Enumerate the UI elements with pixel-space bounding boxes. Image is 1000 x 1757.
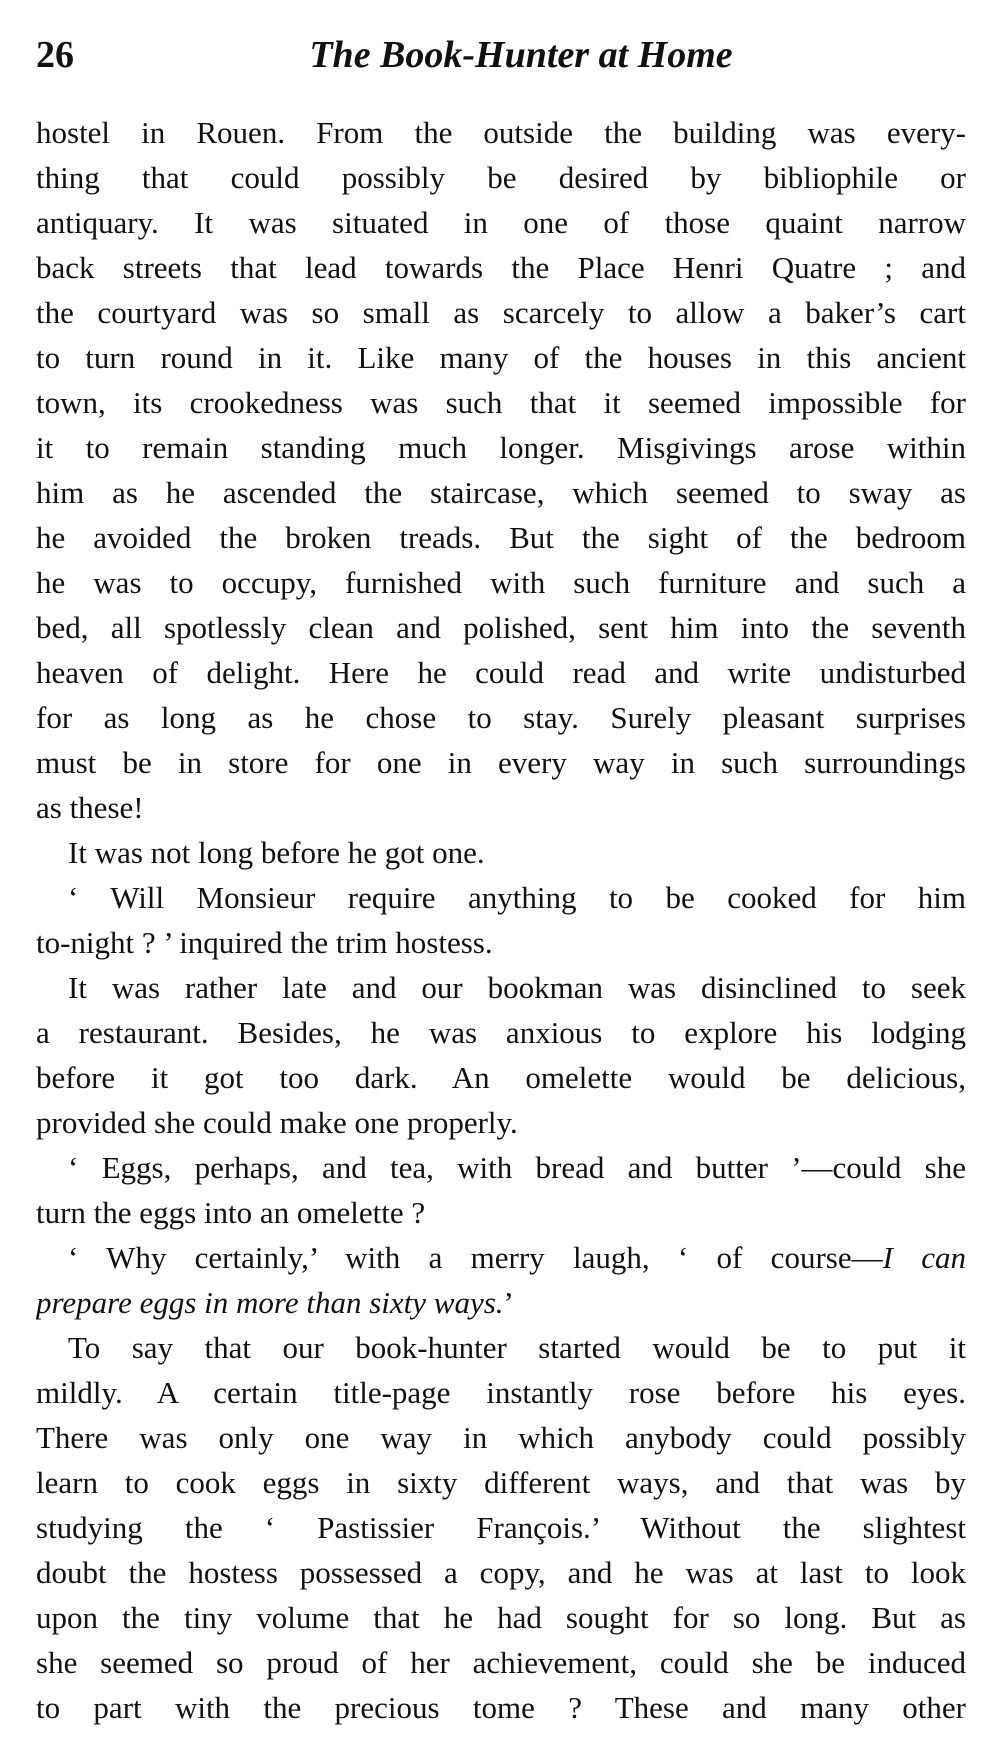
text-line: It was not long before he got one. [68,835,485,870]
text-line: studying the ‘ Pastissier François.’ Without the slightest [36,1510,966,1545]
text-line: To say that our book-hunter started would be to put it [68,1330,966,1365]
text-line: heaven of delight. Here he could read and write undisturbed [36,655,966,690]
text-line: it to remain standing much longer. Misgivings arose within [36,430,966,465]
text-line: the courtyard was so small as scarcely to allow a baker’s cart [36,295,966,330]
text-segment: ’ [503,1285,514,1320]
text-line: a restaurant. Besides, he was anxious to explore his lodging [36,1015,966,1050]
text-line: provided she could make one properly. [36,1105,518,1140]
text-line: him as he ascended the staircase, which seemed to sway as [36,475,966,510]
text-line: to-night ? ’ inquired the trim hostess. [36,925,493,960]
text-line: back streets that lead towards the Place Henri Quatre ; and [36,250,966,285]
text-line: as these! [36,790,144,825]
text-line: he avoided the broken treads. But the sight of the bedroom [36,520,966,555]
text-line: must be in store for one in every way in such surroundings [36,745,966,780]
text-line: ‘ Eggs, perhaps, and tea, with bread and butter ’—could she [68,1150,966,1185]
text-line [36,1235,966,1280]
running-title: The Book-Hunter at Home [309,34,733,76]
text-line: doubt the hostess possessed a copy, and he was at last to look [36,1555,966,1590]
text-line: he was to occupy, furnished with such furniture and such a [36,565,966,600]
text-line: antiquary. It was situated in one of those quaint narrow [36,205,966,240]
text-line: hostel in Rouen. From the outside the building was every- [36,115,966,150]
running-head [36,30,966,80]
text-segment: ‘ Why certainly,’ with a merry laugh, ‘ of course— [68,1240,883,1275]
text-line: It was rather late and our bookman was disinclined to seek [68,970,966,1005]
text-line: town, its crookedness was such that it seemed impossible for [36,385,966,420]
text-line: upon the tiny volume that he had sought for so long. But as [36,1600,966,1635]
text-line: There was only one way in which anybody could possibly [36,1420,966,1455]
text-line: for as long as he chose to stay. Surely pleasant surprises [36,700,966,735]
text-line: she seemed so proud of her achievement, could she be induced [36,1645,966,1680]
italic-text: I can [882,1240,966,1275]
text-line: to turn round in it. Like many of the houses in this ancient [36,340,966,375]
text-line: to part with the precious tome ? These and many other [36,1690,966,1725]
text-line: ‘ Will Monsieur require anything to be cooked for him [68,880,966,915]
text-line: turn the eggs into an omelette ? [36,1195,426,1230]
text-line: thing that could possibly be desired by bibliophile or [36,160,966,195]
italic-text: prepare eggs in more than sixty ways. [36,1285,504,1320]
page-number: 26 [36,34,74,76]
text-line: learn to cook eggs in sixty different ways, and that was by [36,1465,966,1500]
text-line: before it got too dark. An omelette would be delicious, [36,1060,966,1095]
body-text [36,110,966,1730]
text-line [36,1280,966,1325]
text-line: bed, all spotlessly clean and polished, sent him into the seventh [36,610,966,645]
text-line: mildly. A certain title-page instantly rose before his eyes. [36,1375,966,1410]
